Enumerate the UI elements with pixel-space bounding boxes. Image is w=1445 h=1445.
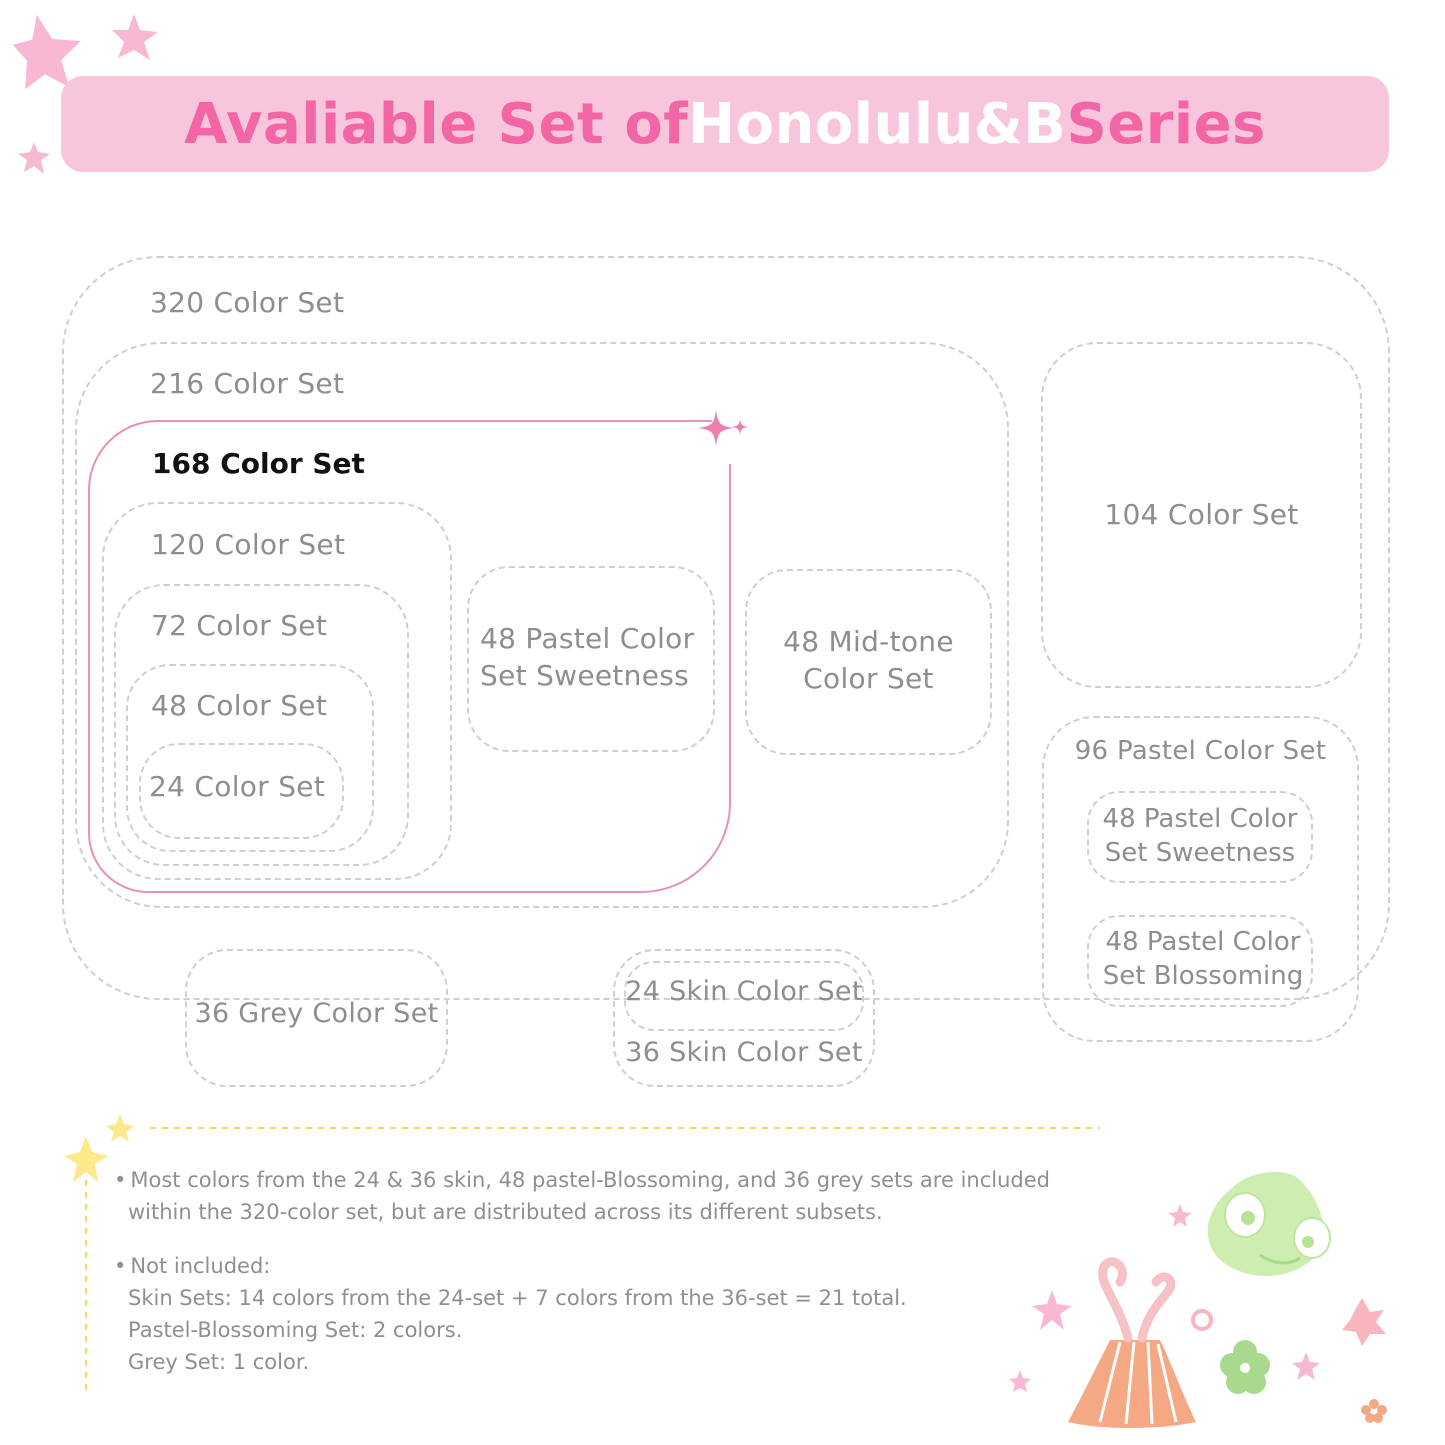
bullet-icon: • bbox=[114, 1168, 127, 1192]
set-48-label: 48 Color Set bbox=[151, 689, 328, 722]
pastel-blossoming-line1: 48 Pastel Color bbox=[1105, 927, 1301, 957]
pastel-blossoming-label bbox=[1090, 925, 1316, 993]
grey-36-label: 36 Grey Color Set bbox=[194, 998, 439, 1029]
star-icon bbox=[106, 1114, 134, 1142]
note-2-head: Not included: bbox=[130, 1254, 271, 1278]
flower-icon bbox=[1342, 1298, 1386, 1346]
flower-icon bbox=[1220, 1340, 1270, 1394]
set-216-label: 216 Color Set bbox=[150, 367, 345, 400]
title-part-3: Series bbox=[1066, 91, 1266, 157]
pastel-blossoming-line2: Set Blossoming bbox=[1102, 961, 1304, 991]
note-1-line1: Most colors from the 24 & 36 skin, 48 pastel-Blossoming, and 36 grey sets are included bbox=[130, 1168, 1050, 1192]
pastel-sweetness-b-line1: 48 Pastel Color bbox=[1102, 804, 1298, 834]
title-part-1: Avaliable Set of bbox=[184, 91, 689, 157]
bullet-icon: • bbox=[114, 1254, 127, 1278]
star-icon bbox=[112, 14, 158, 60]
note-1 bbox=[114, 1164, 1050, 1228]
pastel-96-label: 96 Pastel Color Set bbox=[1074, 736, 1327, 766]
pastel-sweetness-b-label bbox=[1087, 802, 1313, 870]
sparkle-icon bbox=[692, 404, 752, 464]
shell-icon bbox=[1193, 1311, 1211, 1329]
note-2 bbox=[114, 1250, 907, 1378]
star-icon bbox=[1032, 1290, 1072, 1330]
midtone-line1: 48 Mid-tone bbox=[783, 625, 954, 658]
set-104-label: 104 Color Set bbox=[1104, 498, 1299, 531]
note-1-line2: within the 320-color set, but are distributed across its different subsets. bbox=[128, 1200, 883, 1224]
set-320-label: 320 Color Set bbox=[150, 286, 345, 319]
skin-24-label: 24 Skin Color Set bbox=[625, 976, 863, 1007]
title-banner bbox=[61, 76, 1389, 172]
midtone-line2: Color Set bbox=[803, 662, 934, 695]
midtone-label bbox=[745, 623, 992, 697]
volcano-icon bbox=[1068, 1262, 1196, 1428]
pastel-sweetness-label bbox=[480, 620, 694, 694]
star-icon bbox=[1292, 1352, 1320, 1380]
note-2-line2: Pastel-Blossoming Set: 2 colors. bbox=[128, 1318, 463, 1342]
skin-36-label: 36 Skin Color Set bbox=[625, 1037, 863, 1068]
note-2-line3: Grey Set: 1 color. bbox=[128, 1350, 310, 1374]
pastel-sweetness-line2: Set Sweetness bbox=[480, 659, 690, 692]
set-120-label: 120 Color Set bbox=[151, 528, 346, 561]
chameleon-icon bbox=[1208, 1172, 1330, 1276]
flower-icon bbox=[1361, 1399, 1387, 1423]
star-icon bbox=[1168, 1204, 1192, 1227]
star-icon bbox=[1009, 1370, 1031, 1392]
set-72-label: 72 Color Set bbox=[151, 609, 328, 642]
decorative-illustration bbox=[1000, 1160, 1420, 1440]
set-24-label: 24 Color Set bbox=[149, 770, 326, 803]
title-brand: Honolulu&B bbox=[688, 91, 1067, 157]
pastel-sweetness-b-line2: Set Sweetness bbox=[1104, 838, 1296, 868]
star-icon bbox=[64, 1136, 108, 1182]
star-icon bbox=[18, 142, 50, 174]
note-2-line1: Skin Sets: 14 colors from the 24-set + 7 colors from the 36-set = 21 total. bbox=[128, 1286, 907, 1310]
pastel-sweetness-line1: 48 Pastel Color bbox=[480, 622, 695, 655]
set-168-label: 168 Color Set bbox=[152, 447, 365, 480]
